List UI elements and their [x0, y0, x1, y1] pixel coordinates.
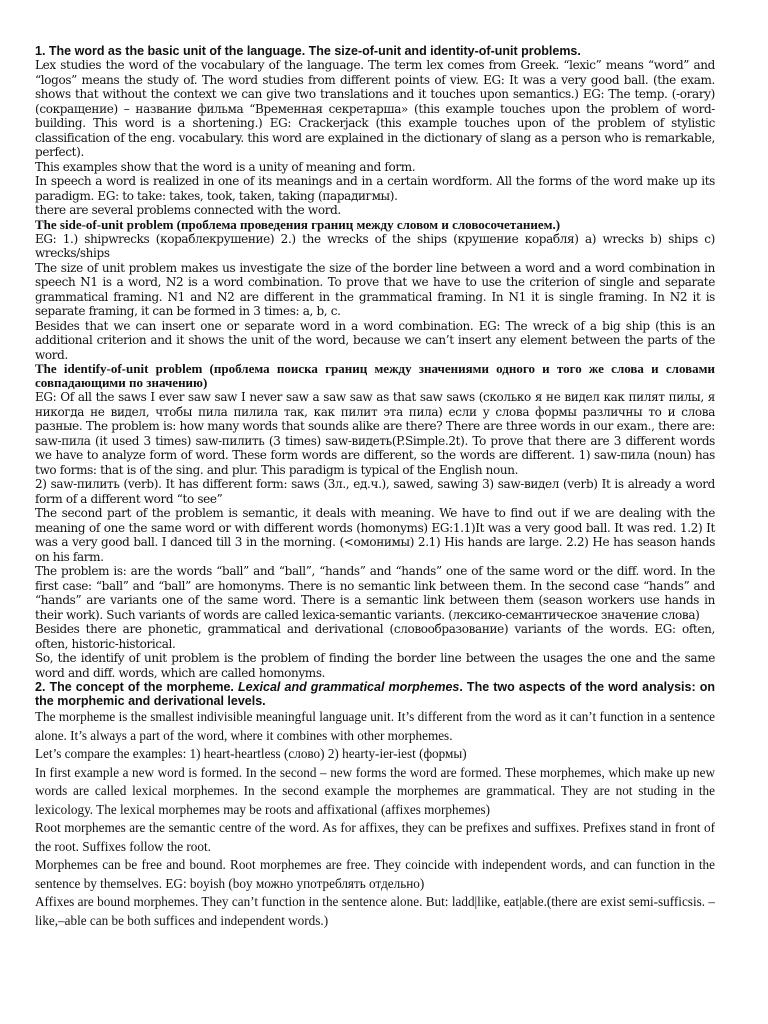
identify-of-unit-paragraph: The problem is: are the words “ball” and “ball”, “hands” and “hands” one of the same word or the diff. word. In the first case: “ball” and “ball” are homonyms. There is no semantic link between them. In the second case “hands” and “hands” are variants one of the same word. There is a semantic link between them (season workers use hands in their work). Such variants of words are called lexica-semantic variants. (лексико-семантическое значение слова)	[35, 564, 715, 622]
identify-of-unit-paragraph: The second part of the problem is semantic, it deals with meaning. We have to find out if we are dealing with the meaning of one the same word or with different words (homonyms) EG:1.1)It was a very good ball. It was red. 1.2) It was a very good ball. I danced till 3 in the morning. (<омонимы) 2.1) His hands are large. 2.2) He has season hands on his farm.	[35, 506, 715, 564]
side-of-unit-title: The side-of-unit problem (проблема проведения границ между словом и словосочетанием.)	[35, 216, 561, 232]
section-2-title-part-b: Lexical and grammatical morphemes	[238, 680, 460, 694]
identify-of-unit-paragraph: EG: Of all the saws I ever saw saw I never saw a saw saw as that saw saws (сколько я не видел как пилят пилы, я никогда не видел, чтобы пила пилила так, как пилит эта пила) если у слова формы различны то и слова разные. The problem is: how many words that sounds alike are there? There are three words in our exam., there are: saw-пила (it used 3 times) saw-пилить (3 times) saw-видеть(P.Simple.2t). To prove that there are 3 different words we have to analyze form of word. These form words are different, so the words are different. 1) saw-пила (noun) has two forms: that is of the sing. and plur. This paradigm is typical of the English noun.	[35, 390, 715, 477]
section-1-paragraph: Lex studies the word of the vocabulary of the language. The term lex comes from Greek. “lexic” means “word” and “logos” means the study of. The word studies from different points of view. EG: It was a very good ball. (the exam. shows that without the context we can give two translations and it touches upon semantics.) EG: The temp. (-orary)(сокращение) – название фильма “Временная секретарша» (this example touches upon the problem of word-building. This word is a shortening.) EG: Crackerjack (this example touches upon of the problem of stylistic classification of the eng. vocabulary. this word are explained in the dictionary of slang as a person who is remarkable, perfect).	[35, 58, 715, 159]
document-page	[35, 44, 715, 930]
identify-of-unit-paragraph: Besides there are phonetic, grammatical and derivational (словообразование) variants of the words. EG: often, often, historic-historical.	[35, 622, 715, 651]
section-2-title-part-c: . The two aspects of the word analysis: on the morphemic and derivational levels.	[35, 680, 715, 708]
section-1-paragraph: In speech a word is realized in one of its meanings and in a certain wordform. All the forms of the word make up its paradigm. EG: to take: takes, took, taken, taking (парадигмы).	[35, 174, 715, 203]
side-of-unit-paragraph: Besides that we can insert one or separate word in a word combination. EG: The wreck of a big ship (this is an additional criterion and it shows the unit of the word, because we can’t insert any element between the parts of the word.	[35, 318, 715, 362]
side-of-unit-paragraph: EG: 1.) shipwrecks (кораблекрушение) 2.) the wrecks of the ships (крушение корабля) a) wrecks b) ships c) wrecks/ships	[35, 231, 715, 260]
section-2-paragraph: Root morphemes are the semantic centre of the word. As for affixes, they can be prefixes and suffixes. Prefixes stand in front of the root. Suffixes follow the root.	[35, 820, 715, 854]
section-2-title-part-a: 2. The concept of the morpheme.	[35, 680, 234, 694]
section-1-paragraph: This examples show that the word is a unity of meaning and form.	[35, 159, 416, 174]
identify-of-unit-paragraph: 2) saw-пилить (verb). It has different form: saws (3л., ед.ч.), sawed, sawing 3) saw-видел (verb) It is already a word form of a different word “to see”	[35, 477, 715, 506]
side-of-unit-paragraph: The size of unit problem makes us investigate the size of the border line between a word and a word combination in speech N1 is a word, N2 is a word combination. To prove that we have to use the criterion of single and separate grammatical framing. N1 and N2 are different in the grammatical framing. In N1 it is single framing. In N2 it is separate framing, it can be formed in 3 times: a, b, c.	[35, 260, 715, 318]
section-2-paragraph: The morpheme is the smallest indivisible meaningful language unit. It’s different from the word as it can’t function in a sentence alone. It’s always a part of the word, where it combines with other morphemes.	[35, 709, 715, 743]
section-2-title	[35, 680, 715, 708]
identify-of-unit-title: The identify-of-unit problem (проблема поиска границ между значениями одного и того же слова и словами совпадающими по значению)	[35, 361, 715, 390]
section-2-paragraph: Morphemes can be free and bound. Root morphemes are free. They coincide with independent words, and can function in the sentence by themselves. EG: boyish (boy можно употреблять отдельно)	[35, 857, 715, 891]
section-2-paragraph: Affixes are bound morphemes. They can’t function in the sentence alone. But: ladd|like, eat|able.(there are exist semi-sufficsis. –like,–able can be both suffices and independent words.)	[35, 894, 715, 928]
section-1-paragraph: there are several problems connected with the word.	[35, 203, 341, 217]
section-2-paragraph: Let’s compare the examples: 1) heart-heartless (слово) 2) hearty-ier-iest (формы)	[35, 746, 467, 761]
section-1-title: 1. The word as the basic unit of the language. The size-of-unit and identity-of-unit problems.	[35, 44, 581, 58]
section-2-paragraph: In first example a new word is formed. In the second – new forms the word are formed. These morphemes, which make up new words are called lexical morphemes. In the second example the morphemes are grammatical. They are not studing in the lexicology. The lexical morphemes may be roots and affixational (affixes morphemes)	[35, 764, 715, 817]
identify-of-unit-paragraph: So, the identify of unit problem is the problem of finding the border line between the usages the one and the same word and diff. words, which are called homonyms.	[35, 651, 715, 680]
